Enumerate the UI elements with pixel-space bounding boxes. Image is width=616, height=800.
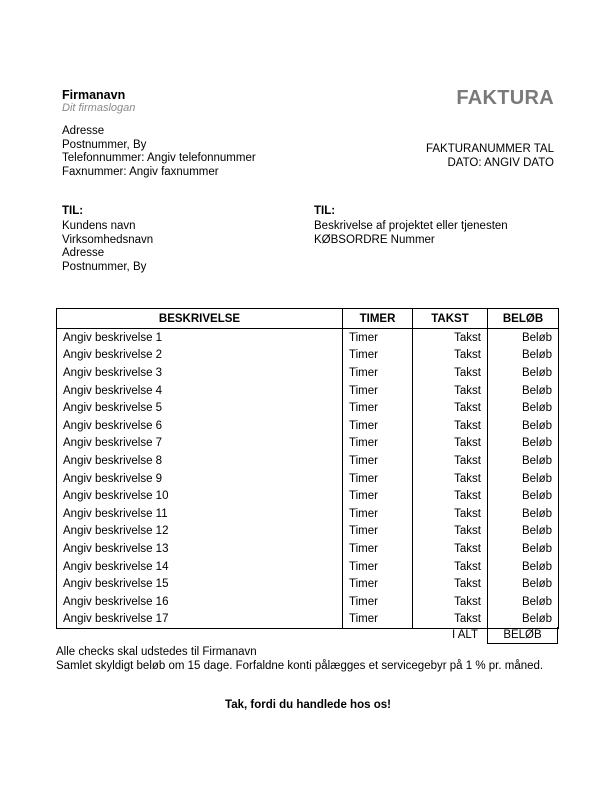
row-hours: Timer — [343, 417, 413, 435]
row-hours: Timer — [343, 611, 413, 629]
payment-terms — [56, 645, 543, 673]
row-amount: Beløb — [488, 382, 559, 400]
sender-phone: Telefonnummer: Angiv telefonnummer — [62, 152, 256, 164]
row-rate: Takst — [413, 505, 488, 523]
invoice-title: FAKTURA — [456, 87, 554, 109]
row-amount: Beløb — [488, 470, 559, 488]
row-hours: Timer — [343, 329, 413, 347]
table-row — [57, 558, 559, 576]
row-hours: Timer — [343, 593, 413, 611]
row-hours: Timer — [343, 452, 413, 470]
header-hours: TIMER — [343, 309, 413, 329]
checks-note: Alle checks skal udstedes til Firmanavn — [56, 646, 257, 658]
table-row — [57, 347, 559, 365]
row-hours: Timer — [343, 558, 413, 576]
row-amount: Beløb — [488, 487, 559, 505]
bill-to-line: Kundens navn — [62, 220, 136, 232]
row-rate: Takst — [413, 558, 488, 576]
bill-to-block — [62, 205, 153, 274]
bill-to-line: Virksomhedsnavn — [62, 233, 154, 246]
table-row — [57, 575, 559, 593]
row-amount: Beløb — [488, 593, 559, 611]
row-rate: Takst — [413, 364, 488, 382]
row-hours: Timer — [343, 399, 413, 417]
row-rate: Takst — [413, 435, 488, 453]
row-rate: Takst — [413, 611, 488, 629]
bill-to-label: TIL: — [62, 205, 84, 217]
row-amount: Beløb — [488, 523, 559, 541]
row-hours: Timer — [343, 382, 413, 400]
row-rate: Takst — [413, 523, 488, 541]
row-rate: Takst — [413, 470, 488, 488]
row-description: Angiv beskrivelse 16 — [57, 593, 343, 611]
row-description: Angiv beskrivelse 3 — [57, 364, 343, 382]
table-row — [57, 452, 559, 470]
table-row — [57, 470, 559, 488]
table-row — [57, 540, 559, 558]
project-line: KØBSORDRE Nummer — [314, 233, 435, 246]
row-description: Angiv beskrivelse 17 — [57, 611, 343, 629]
row-hours: Timer — [343, 575, 413, 593]
table-row — [57, 329, 559, 347]
sender-fax: Faxnummer: Angiv faxnummer — [62, 165, 219, 178]
row-description: Angiv beskrivelse 8 — [57, 452, 343, 470]
row-description: Angiv beskrivelse 6 — [57, 417, 343, 435]
total-amount: BELØB — [487, 627, 558, 644]
invoice-number: FAKTURANUMMER TAL — [425, 143, 554, 155]
row-rate: Takst — [413, 575, 488, 593]
table-row — [57, 505, 559, 523]
company-name: Firmanavn — [62, 88, 126, 102]
table-row — [57, 487, 559, 505]
table-row — [57, 399, 559, 417]
row-amount: Beløb — [488, 505, 559, 523]
row-description: Angiv beskrivelse 11 — [57, 505, 343, 523]
row-amount: Beløb — [488, 558, 559, 576]
table-header-row — [57, 309, 559, 329]
row-hours: Timer — [343, 540, 413, 558]
row-rate: Takst — [413, 329, 488, 347]
row-amount: Beløb — [488, 417, 559, 435]
row-rate: Takst — [413, 487, 488, 505]
row-description: Angiv beskrivelse 10 — [57, 487, 343, 505]
row-description: Angiv beskrivelse 9 — [57, 470, 343, 488]
row-hours: Timer — [343, 347, 413, 365]
table-row — [57, 611, 559, 629]
row-description: Angiv beskrivelse 2 — [57, 347, 343, 365]
row-description: Angiv beskrivelse 14 — [57, 558, 343, 576]
row-description: Angiv beskrivelse 12 — [57, 523, 343, 541]
total-label: I ALT — [452, 629, 478, 641]
table-row — [57, 382, 559, 400]
company-slogan: Dit firmaslogan — [62, 102, 136, 114]
row-amount: Beløb — [488, 364, 559, 382]
row-amount: Beløb — [488, 329, 559, 347]
invoice-date: DATO: ANGIV DATO — [447, 156, 554, 169]
header-amount: BELØB — [488, 309, 559, 329]
row-description: Angiv beskrivelse 15 — [57, 575, 343, 593]
row-rate: Takst — [413, 540, 488, 558]
row-rate: Takst — [413, 382, 488, 400]
row-rate: Takst — [413, 452, 488, 470]
project-to-lines — [314, 220, 508, 247]
row-rate: Takst — [413, 593, 488, 611]
row-hours: Timer — [343, 435, 413, 453]
table-row — [57, 523, 559, 541]
sender-address: Adresse — [62, 125, 105, 137]
row-hours: Timer — [343, 364, 413, 382]
table-row — [57, 435, 559, 453]
bill-to-line: Adresse — [62, 247, 105, 259]
bill-to-lines — [62, 220, 153, 274]
row-hours: Timer — [343, 487, 413, 505]
thank-you-note: Tak, fordi du handlede hos os! — [225, 699, 391, 711]
row-amount: Beløb — [488, 399, 559, 417]
table-row — [57, 593, 559, 611]
row-amount: Beløb — [488, 452, 559, 470]
header-rate: TAKST — [413, 309, 488, 329]
row-description: Angiv beskrivelse 1 — [57, 329, 343, 347]
table-body — [57, 329, 559, 629]
invoice-meta — [426, 143, 554, 170]
project-to-label: TIL: — [314, 205, 336, 217]
terms-note: Samlet skyldigt beløb om 15 dage. Forfaldne konti pålægges et servicegebyr på 1 % pr. måned. — [56, 660, 544, 672]
bill-to-line: Postnummer, By — [62, 260, 147, 273]
table-row — [57, 364, 559, 382]
row-amount: Beløb — [488, 575, 559, 593]
row-hours: Timer — [343, 523, 413, 541]
table-row — [57, 417, 559, 435]
row-description: Angiv beskrivelse 5 — [57, 399, 343, 417]
header-description: BESKRIVELSE — [57, 309, 343, 329]
project-to-block — [314, 205, 508, 247]
row-description: Angiv beskrivelse 13 — [57, 540, 343, 558]
row-amount: Beløb — [488, 540, 559, 558]
row-amount: Beløb — [488, 611, 559, 629]
row-hours: Timer — [343, 470, 413, 488]
row-description: Angiv beskrivelse 7 — [57, 435, 343, 453]
row-description: Angiv beskrivelse 4 — [57, 382, 343, 400]
project-line: Beskrivelse af projektet eller tjenesten — [314, 220, 508, 232]
row-rate: Takst — [413, 347, 488, 365]
row-rate: Takst — [413, 417, 488, 435]
row-amount: Beløb — [488, 347, 559, 365]
row-hours: Timer — [343, 505, 413, 523]
invoice-items-table — [56, 308, 559, 629]
row-rate: Takst — [413, 399, 488, 417]
sender-address-block — [62, 125, 256, 179]
row-amount: Beløb — [488, 435, 559, 453]
sender-postal: Postnummer, By — [62, 138, 147, 151]
